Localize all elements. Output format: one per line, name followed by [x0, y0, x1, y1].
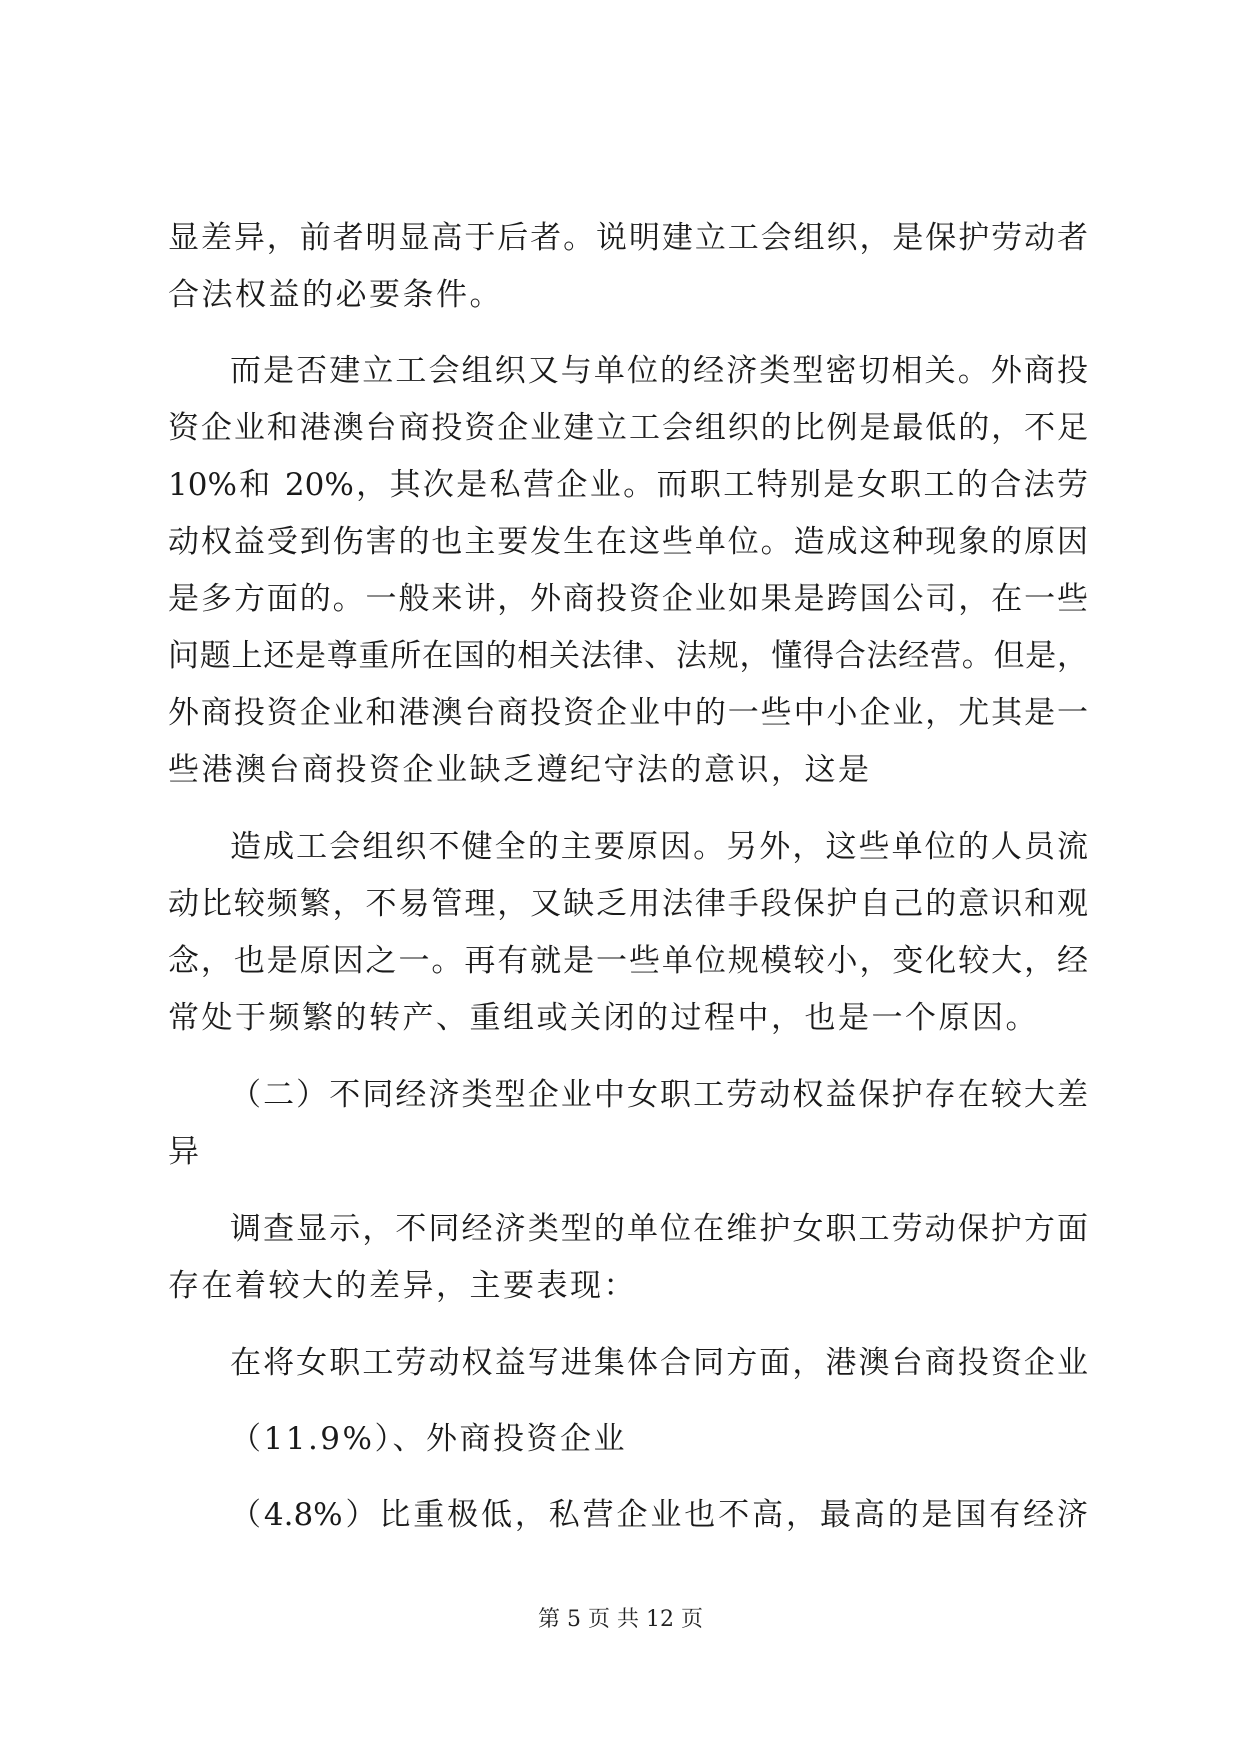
paragraph-line: 存在着较大的差异，主要表现： [168, 1268, 637, 1304]
paragraph-line: 显差异，前者明显高于后者。说明建立工会组织，是保护劳动者 [168, 220, 1088, 256]
paragraph-line: （11.9%）、外商投资企业 [230, 1421, 627, 1457]
paragraph-line: 在将女职工劳动权益写进集体合同方面，港澳台商投资企业 [230, 1345, 1088, 1381]
paragraph-line: 10%和 20%，其次是私营企业。而职工特别是女职工的合法劳 [168, 467, 1088, 503]
paragraph-line: 调查显示，不同经济类型的单位在维护女职工劳动保护方面 [230, 1211, 1088, 1247]
section-heading: （二）不同经济类型企业中女职工劳动权益保护存在较大差 [230, 1077, 1088, 1113]
section-heading-continuation: 异 [168, 1134, 202, 1170]
paragraph-line: 动权益受到伤害的也主要发生在这些单位。造成这种现象的原因 [168, 524, 1088, 560]
paragraph-line: 动比较频繁，不易管理，又缺乏用法律手段保护自己的意识和观 [168, 886, 1088, 922]
paragraph-line: 问题上还是尊重所在国的相关法律、法规，懂得合法经营。但是， [168, 638, 1088, 674]
paragraph-line: 而是否建立工会组织又与单位的经济类型密切相关。外商投 [230, 353, 1088, 389]
paragraph-line: 造成工会组织不健全的主要原因。另外，这些单位的人员流 [230, 829, 1088, 865]
paragraph-line: 资企业和港澳台商投资企业建立工会组织的比例是最低的，不足 [168, 410, 1088, 446]
paragraph-line: 外商投资企业和港澳台商投资企业中的一些中小企业，尤其是一 [168, 695, 1088, 731]
page-footer: 第 5 页 共 12 页 [538, 1607, 703, 1632]
paragraph-line: 常处于频繁的转产、重组或关闭的过程中，也是一个原因。 [168, 1000, 1039, 1036]
paragraph-line: 是多方面的。一般来讲，外商投资企业如果是跨国公司，在一些 [168, 581, 1088, 617]
paragraph-line: 些港澳台商投资企业缺乏遵纪守法的意识，这是 [168, 752, 872, 788]
paragraph-line: 念，也是原因之一。再有就是一些单位规模较小，变化较大，经 [168, 943, 1088, 979]
paragraph-line: 合法权益的必要条件。 [168, 277, 503, 313]
paragraph-line: （4.8%）比重极低，私营企业也不高，最高的是国有经济 [230, 1497, 1088, 1533]
